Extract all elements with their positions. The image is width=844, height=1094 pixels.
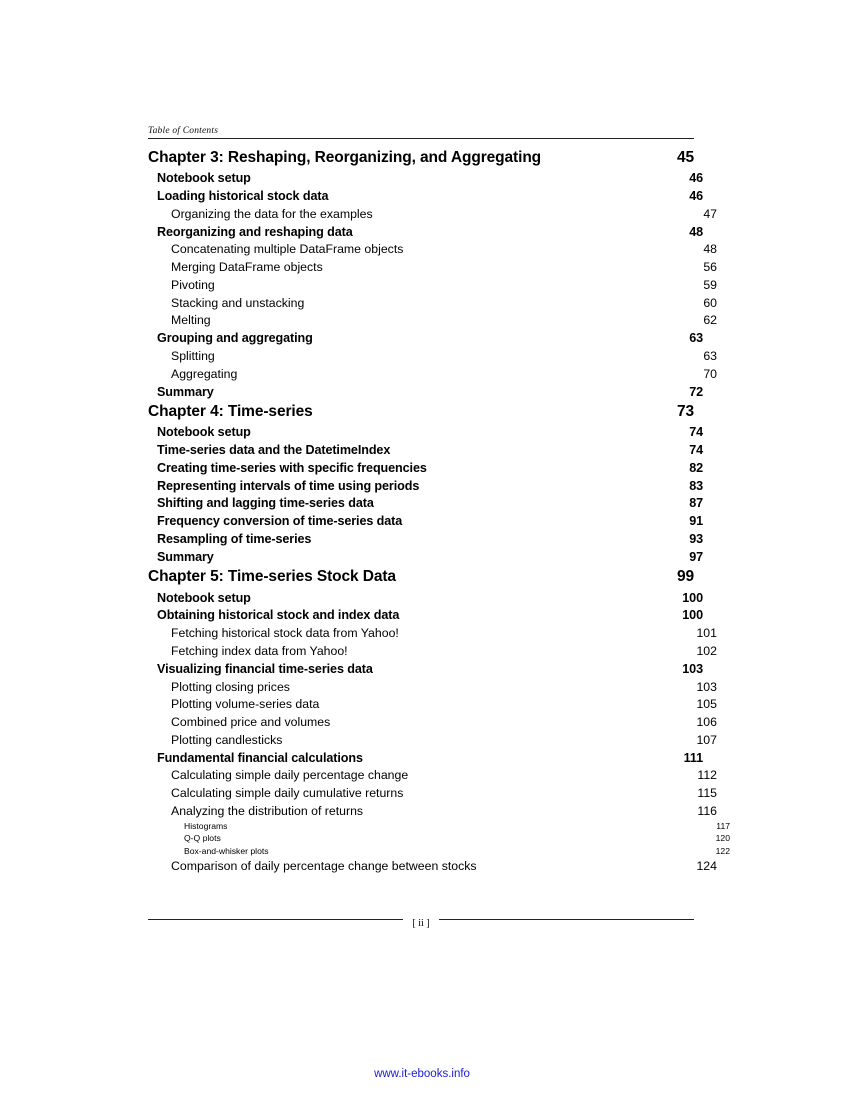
toc-entry-label: Merging DataFrame objects	[171, 260, 323, 275]
toc-entry-page: 60	[703, 295, 717, 310]
toc-entry[interactable]	[148, 205, 717, 223]
toc-entry-page: 97	[689, 549, 703, 564]
toc-entry-page: 103	[696, 679, 717, 694]
toc-entry[interactable]	[148, 512, 703, 530]
toc-entry-label: Histograms	[184, 820, 228, 831]
toc-entry[interactable]	[148, 548, 703, 566]
toc-entry-page: 93	[689, 532, 703, 547]
toc-entry[interactable]	[148, 606, 703, 624]
toc-entry-label: Summary	[157, 384, 214, 399]
toc-entry[interactable]	[148, 784, 717, 802]
toc-entry-label: Fundamental financial calculations	[157, 750, 363, 765]
toc-entry[interactable]	[148, 642, 717, 660]
toc-entry-label: Obtaining historical stock and index data	[157, 608, 400, 623]
toc-entry-label: Reorganizing and reshaping data	[157, 224, 353, 239]
toc-entry[interactable]	[148, 187, 703, 205]
toc-entry-page: 100	[682, 608, 703, 623]
toc-chapter-entry[interactable]	[148, 565, 694, 588]
toc-entry-page: 99	[676, 568, 694, 586]
toc-entry-page: 112	[697, 768, 717, 783]
toc-entry-page: 116	[697, 803, 717, 818]
toc-entry-label: Plotting closing prices	[171, 679, 290, 694]
toc-entry-label: Time-series data and the DatetimeIndex	[157, 443, 391, 458]
toc-entry[interactable]	[148, 441, 703, 459]
toc-entry-label: Box-and-whisker plots	[184, 845, 269, 856]
toc-entry-page: 48	[689, 224, 703, 239]
toc-entry[interactable]	[148, 695, 717, 713]
toc-entry[interactable]	[148, 660, 703, 678]
toc-entry[interactable]	[148, 258, 717, 276]
toc-entry-label: Representing intervals of time using periods	[157, 478, 420, 493]
toc-entry-page: 115	[697, 786, 717, 801]
toc-entry-label: Summary	[157, 549, 214, 564]
toc-entry[interactable]	[148, 588, 703, 606]
toc-entry[interactable]	[148, 477, 703, 495]
toc-entry-label: Comparison of daily percentage change between stocks	[171, 858, 477, 873]
toc-entry-label: Concatenating multiple DataFrame objects	[171, 242, 404, 257]
toc-entry[interactable]	[148, 459, 703, 477]
watermark-link[interactable]: www.it-ebooks.info	[374, 1068, 470, 1080]
page-number: [ ii ]	[412, 918, 430, 929]
toc-entry-label: Notebook setup	[157, 425, 251, 440]
toc-entry[interactable]	[148, 802, 717, 820]
toc-entry-label: Calculating simple daily percentage change	[171, 768, 409, 783]
toc-entry[interactable]	[148, 276, 717, 294]
toc-entry[interactable]	[148, 365, 717, 383]
toc-entry-label: Notebook setup	[157, 171, 251, 186]
toc-entry-page: 122	[715, 845, 730, 856]
toc-entry[interactable]	[148, 382, 703, 400]
toc-entry-page: 117	[716, 820, 730, 831]
toc-entry[interactable]	[148, 311, 717, 329]
page-footer	[148, 914, 694, 929]
toc-chapter-entry[interactable]	[148, 146, 694, 169]
toc-entry-page: 74	[689, 443, 703, 458]
footer-rule-left	[148, 919, 403, 920]
toc-entry[interactable]	[148, 857, 717, 875]
toc-entry-page: 73	[676, 403, 694, 421]
toc-entry-page: 47	[703, 206, 717, 221]
toc-entry[interactable]	[148, 293, 717, 311]
toc-chapter-entry[interactable]	[148, 400, 694, 423]
toc-entry-page: 62	[703, 313, 717, 328]
toc-entry-label: Plotting candlesticks	[171, 732, 283, 747]
toc-entry-label: Frequency conversion of time-series data	[157, 514, 403, 529]
toc-entry-label: Fetching historical stock data from Yahoo!	[171, 626, 399, 641]
toc-entry-page: 63	[689, 331, 703, 346]
toc-entry-page: 72	[689, 384, 703, 399]
toc-entry-page: 101	[696, 626, 717, 641]
toc-entry[interactable]	[148, 347, 717, 365]
table-of-contents	[148, 146, 730, 875]
toc-entry[interactable]	[148, 329, 703, 347]
toc-entry-label: Melting	[171, 313, 211, 328]
toc-entry-label: Chapter 3: Reshaping, Reorganizing, and Aggregating	[148, 149, 542, 166]
toc-entry-label: Notebook setup	[157, 590, 251, 605]
toc-entry-page: 106	[696, 715, 717, 730]
toc-entry-page: 124	[696, 858, 717, 873]
toc-entry[interactable]	[148, 169, 703, 187]
toc-entry[interactable]	[148, 766, 717, 784]
toc-content	[148, 126, 730, 875]
toc-entry-label: Analyzing the distribution of returns	[171, 803, 364, 818]
toc-entry[interactable]	[148, 494, 703, 512]
toc-entry-page: 56	[703, 260, 717, 275]
toc-entry-page: 107	[696, 732, 717, 747]
toc-entry-page: 105	[696, 697, 717, 712]
toc-entry-page: 100	[682, 590, 703, 605]
toc-entry-label: Fetching index data from Yahoo!	[171, 643, 348, 658]
toc-entry-label: Loading historical stock data	[157, 188, 329, 203]
toc-entry-page: 48	[703, 242, 717, 257]
toc-entry-page: 63	[703, 349, 717, 363]
toc-entry-label: Visualizing financial time-series data	[157, 661, 373, 676]
toc-entry[interactable]	[148, 677, 717, 695]
toc-entry-label: Resampling of time-series	[157, 532, 312, 547]
toc-entry-page: 103	[682, 661, 703, 676]
footer-rule-right	[439, 919, 694, 920]
toc-entry[interactable]	[148, 240, 717, 258]
toc-entry-label: Chapter 4: Time-series	[148, 403, 313, 421]
toc-entry[interactable]	[148, 423, 703, 441]
toc-entry-label: Shifting and lagging time-series data	[157, 496, 374, 511]
toc-entry-page: 87	[689, 496, 703, 511]
toc-entry[interactable]	[148, 624, 717, 642]
toc-entry[interactable]	[148, 731, 717, 749]
toc-entry-label: Q-Q plots	[184, 833, 221, 844]
toc-entry-label: Aggregating	[171, 366, 238, 381]
toc-entry-page: 45	[676, 149, 694, 166]
toc-entry-page: 46	[689, 188, 703, 203]
toc-entry[interactable]	[148, 530, 703, 548]
toc-entry-label: Pivoting	[171, 277, 215, 292]
toc-entry[interactable]	[148, 748, 703, 766]
toc-entry-page: 111	[683, 750, 703, 765]
running-head: Table of Contents	[148, 126, 219, 136]
toc-entry[interactable]	[148, 820, 730, 832]
toc-entry[interactable]	[148, 713, 717, 731]
toc-entry-label: Stacking and unstacking	[171, 295, 305, 310]
toc-entry-page: 59	[703, 277, 717, 292]
toc-entry-page: 82	[689, 460, 703, 475]
toc-entry[interactable]	[148, 222, 703, 240]
toc-entry-page: 91	[689, 514, 703, 529]
toc-entry-page: 46	[689, 171, 703, 186]
toc-entry-page: 83	[689, 478, 703, 493]
header-rule	[148, 138, 694, 139]
toc-entry-label: Combined price and volumes	[171, 715, 331, 730]
toc-entry-label: Calculating simple daily cumulative returns	[171, 786, 404, 801]
toc-entry-page: 74	[689, 425, 703, 440]
toc-entry-label: Organizing the data for the examples	[171, 206, 373, 221]
toc-entry[interactable]	[148, 844, 730, 856]
toc-entry-page: 70	[703, 366, 717, 381]
toc-entry-label: Creating time-series with specific frequencies	[157, 460, 427, 475]
toc-entry-label: Splitting	[171, 349, 215, 363]
toc-entry-page: 120	[715, 833, 730, 844]
toc-entry-label: Chapter 5: Time-series Stock Data	[148, 568, 396, 586]
toc-entry-label: Plotting volume-series data	[171, 697, 320, 712]
toc-entry-page: 102	[696, 643, 717, 658]
toc-entry[interactable]	[148, 832, 730, 844]
toc-entry-label: Grouping and aggregating	[157, 331, 313, 346]
